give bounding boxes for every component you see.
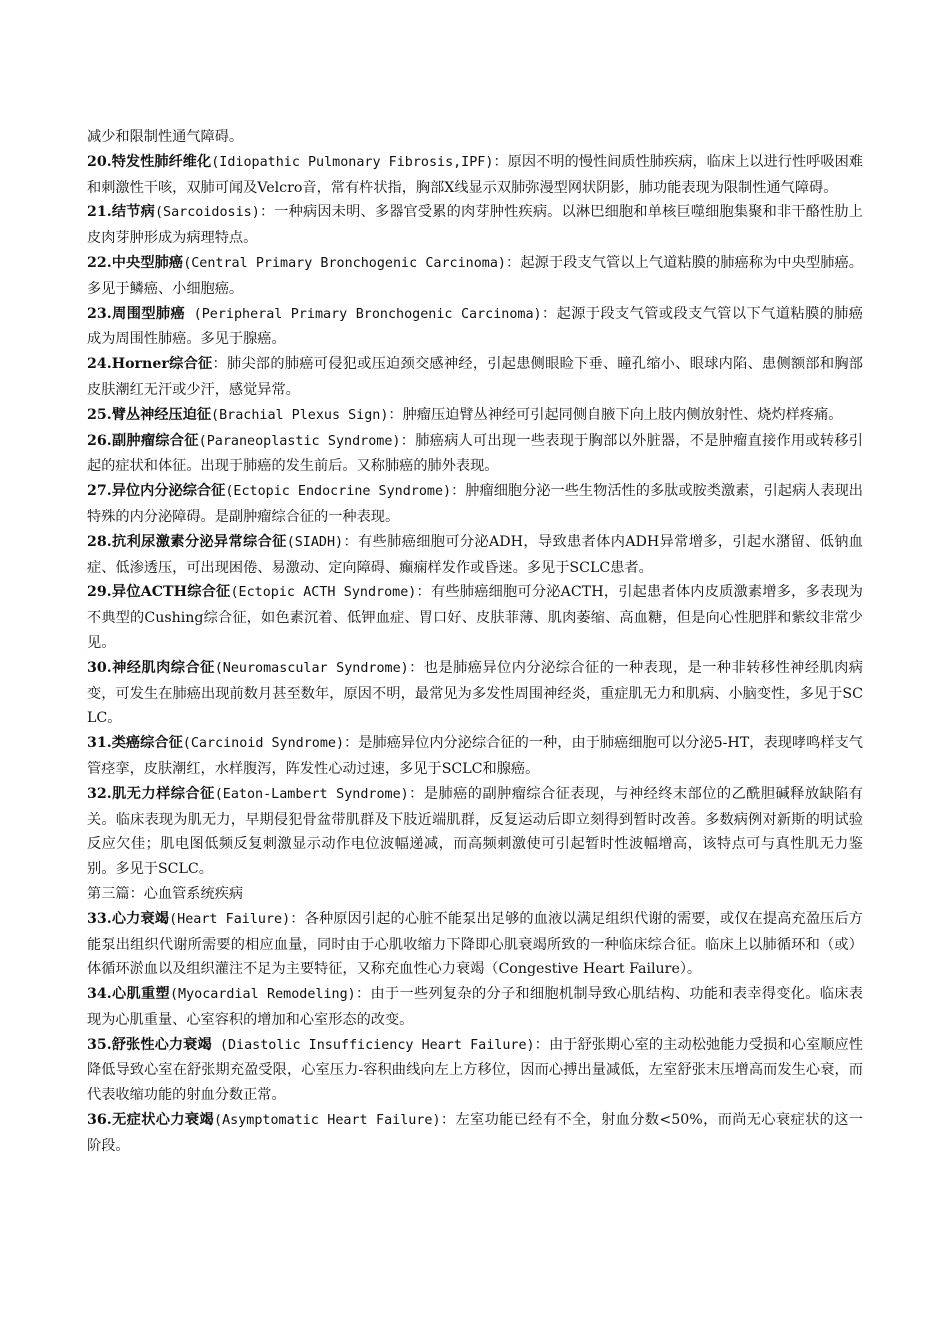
entry-26 <box>87 429 863 480</box>
entry-definition: ：各种原因引起的心脏不能泵出足够的血液以满足组织代谢的需要，或仅在提高充盈压后方能泵出组织代谢所需要的相应血量，同时由于心肌收缩力下降即心肌衰竭所致的一种临床综合征。临床上以肺循环和（或）体循环淤血以及组织灌注不足为主要特征，又称充血性心力衰竭（Congestive Heart Failure）。 <box>87 910 863 978</box>
entry-definition: ：原因不明的慢性间质性肺疾病，临床上以进行性呼吸困难和刺激性干咳，双肺可闻及Velcro音，常有杵状指，胸部X线显示双肺弥漫型网状阴影，肺功能表现为限制性通气障碍。 <box>87 153 863 196</box>
entry-english: (Heart Failure) <box>169 911 291 927</box>
entry-term: 特发性肺纤维化 <box>111 153 212 170</box>
entry-23 <box>87 302 863 353</box>
entry-33 <box>87 907 863 982</box>
entry-definition: ：有些肺癌细胞可分泌ACTH，引起患者体内皮质激素增多，多表现为不典型的Cushing综合征，如色素沉着、低钾血症、胃口好、皮肤菲薄、肌肉萎缩、高血糖，但是向心性肥胖和紫纹非常少见。 <box>87 584 863 651</box>
entry-term: 副肿瘤综合征 <box>111 432 199 449</box>
entry-number: 26. <box>87 432 112 449</box>
entry-term: 抗利尿激素分泌异常综合征 <box>111 533 287 550</box>
entry-number: 21. <box>87 204 112 221</box>
entry-number: 29. <box>87 584 112 601</box>
entry-number: 35. <box>87 1036 112 1053</box>
entry-21 <box>87 200 863 251</box>
entry-term: 无症状心力衰竭 <box>111 1112 215 1129</box>
entry-definition: ：一种病因未明、多器官受累的肉芽肿性疾病。以淋巴细胞和单核巨噬细胞集聚和非干酪性肋上皮肉芽肿形成为病理特点。 <box>87 204 863 247</box>
continuation-paragraph: 减少和限制性通气障碍。 <box>87 129 244 145</box>
entry-term: 臂丛神经压迫征 <box>111 406 212 423</box>
entry-english: (Idiopathic Pulmonary Fibrosis,IPF) <box>211 154 494 170</box>
entry-number: 30. <box>87 659 112 676</box>
entry-definition: ：由于舒张期心室的主动松弛能力受损和心室顺应性降低导致心室在舒张期充盈受限，心室压力-容积曲线向左上方移位，因而心搏出量减低，左室舒张末压增高而发生心衰，而代表收缩功能的射血分数正常。 <box>87 1036 863 1104</box>
entry-term: 心力衰竭 <box>111 910 170 927</box>
entry-definition: ：由于一些列复杂的分子和细胞机制导致心肌结构、功能和表幸得变化。临床表现为心肌重量、心室容积的增加和心室形态的改变。 <box>87 986 863 1028</box>
entry-english: (Central Primary Bronchogenic Carcinoma) <box>183 255 506 271</box>
entry-english: (Asymptomatic Heart Failure) <box>214 1113 441 1129</box>
entry-term: 舒张性心力衰竭 <box>111 1036 212 1053</box>
entry-number: 28. <box>87 533 112 550</box>
entry-english: (Carcinoid Syndrome) <box>182 736 345 752</box>
entry-english: (Peripheral Primary Bronchogenic Carcinoma) <box>185 306 542 322</box>
entry-number: 31. <box>87 735 112 752</box>
entry-number: 23. <box>87 305 112 322</box>
section-heading: 第三篇：心血管系统疾病 <box>87 885 244 902</box>
entry-24 <box>87 352 863 403</box>
document-page <box>87 125 863 1159</box>
entry-term: 周围型肺癌 <box>111 305 186 322</box>
entry-definition: ：是肺癌异位内分泌综合征的一种，由于肺癌细胞可以分泌5-HT，表现哮鸣样支气管痉挛，皮肤潮红，水样腹泻，阵发性心动过速，多见于SCLC和腺癌。 <box>87 735 863 777</box>
entry-27 <box>87 479 863 530</box>
entry-number: 32. <box>87 785 112 802</box>
entry-term: 肌无力样综合征 <box>111 785 215 802</box>
entry-english: (SIADH) <box>286 534 344 550</box>
entry-definition: ：有些肺癌细胞可分泌ADH，导致患者体内ADH异常增多，引起水潴留、低钠血症、低渗透压，可出现困倦、易激动、定向障碍、癫痫样发作或昏迷。多见于SCLC患者。 <box>87 533 863 576</box>
entry-english: (Sarcoidosis) <box>154 205 260 221</box>
entry-32 <box>87 782 863 882</box>
entry-term: 神经肌肉综合征 <box>111 659 215 676</box>
entry-29 <box>87 580 863 655</box>
entry-31 <box>87 731 863 782</box>
entry-term: 中央型肺癌 <box>111 254 184 271</box>
entry-english: (Ectopic ACTH Syndrome) <box>230 585 417 601</box>
entries-list-respiratory <box>87 150 863 882</box>
entry-number: 34. <box>87 986 112 1003</box>
entry-term: Horner综合征 <box>111 356 213 373</box>
entry-34 <box>87 982 863 1033</box>
entry-30 <box>87 656 863 731</box>
entry-definition: ：也是肺癌异位内分泌综合征的一种表现，是一种非转移性神经肌肉病变，可发生在肺癌出现前数月甚至数年，原因不明，最常见为多发性周围神经炎，重症肌无力和肌病、小脑变性，多见于SCLC。 <box>87 659 863 727</box>
entry-definition: ：起源于段支气管或段支气管以下气道粘膜的肺癌成为周围性肺癌。多见于腺癌。 <box>87 305 863 348</box>
entry-number: 25. <box>87 406 112 423</box>
entry-20 <box>87 150 863 201</box>
entry-25 <box>87 403 863 429</box>
entry-number: 36. <box>87 1112 112 1129</box>
entries-list-cardiovascular <box>87 907 863 1159</box>
entry-english: (Paraneoplastic Syndrome) <box>198 433 401 449</box>
entry-35 <box>87 1033 863 1108</box>
entry-number: 33. <box>87 910 112 927</box>
entry-definition: ：肺尖部的肺癌可侵犯或压迫颈交感神经，引起患侧眼睑下垂、瞳孔缩小、眼球内陷、患侧额部和胸部皮肤潮红无汗或少汗，感觉异常。 <box>87 356 863 398</box>
entry-term: 异位ACTH综合征 <box>111 584 231 601</box>
entry-number: 22. <box>87 254 112 271</box>
entry-term: 心肌重塑 <box>111 986 170 1003</box>
entry-definition: ：肿瘤压迫臂丛神经可引起同侧自腋下向上肢内侧放射性、烧灼样疼痛。 <box>388 406 843 423</box>
entry-number: 20. <box>87 153 112 170</box>
entry-term: 异位内分泌综合征 <box>111 483 226 500</box>
entry-definition: ：是肺癌的副肿瘤综合征表现，与神经终末部位的乙酰胆碱释放缺陷有关。临床表现为肌无力，早期侵犯骨盆带肌群及下肢近端肌群，反复运动后即立刻得到暂时改善。多数病例对新斯的明试验反应欠佳；肌电图低频反复刺激显示动作电位波幅递减，而高频刺激使可引起暂时性波幅增高，该特点可与真性肌无力鉴别。多见于SCLC。 <box>87 785 863 878</box>
entry-definition: ：左室功能已经有不全，射血分数<50%，而尚无心衰症状的这一阶段。 <box>87 1112 863 1154</box>
entry-term: 结节病 <box>111 204 155 221</box>
entry-english: (Myocardial Remodeling) <box>169 987 356 1003</box>
entry-definition: ：起源于段支气管以上气道粘膜的肺癌称为中央型肺癌。多见于鳞癌、小细胞癌。 <box>87 254 863 297</box>
entry-english: (Brachial Plexus Sign) <box>211 407 389 423</box>
entry-definition: ：肺癌病人可出现一些表现于胸部以外脏器，不是肿瘤直接作用或转移引起的症状和体征。出现于肺癌的发生前后。又称肺癌的肺外表现。 <box>87 432 863 475</box>
entry-number: 24. <box>87 356 112 373</box>
entry-definition: ：肿瘤细胞分泌一些生物活性的多肽或胺类激素，引起病人表现出特殊的内分泌障碍。是副肿瘤综合征的一种表现。 <box>87 483 863 525</box>
entry-number: 27. <box>87 483 112 500</box>
entry-28 <box>87 530 863 581</box>
entry-english: (Eaton-Lambert Syndrome) <box>214 786 409 802</box>
entry-term: 类癌综合征 <box>111 735 183 752</box>
entry-36 <box>87 1108 863 1159</box>
entry-22 <box>87 251 863 302</box>
entry-english: (Ectopic Endocrine Syndrome) <box>225 484 452 500</box>
entry-english: (Neuromascular Syndrome) <box>214 660 409 676</box>
entry-english: (Diastolic Insufficiency Heart Failure) <box>211 1037 535 1053</box>
